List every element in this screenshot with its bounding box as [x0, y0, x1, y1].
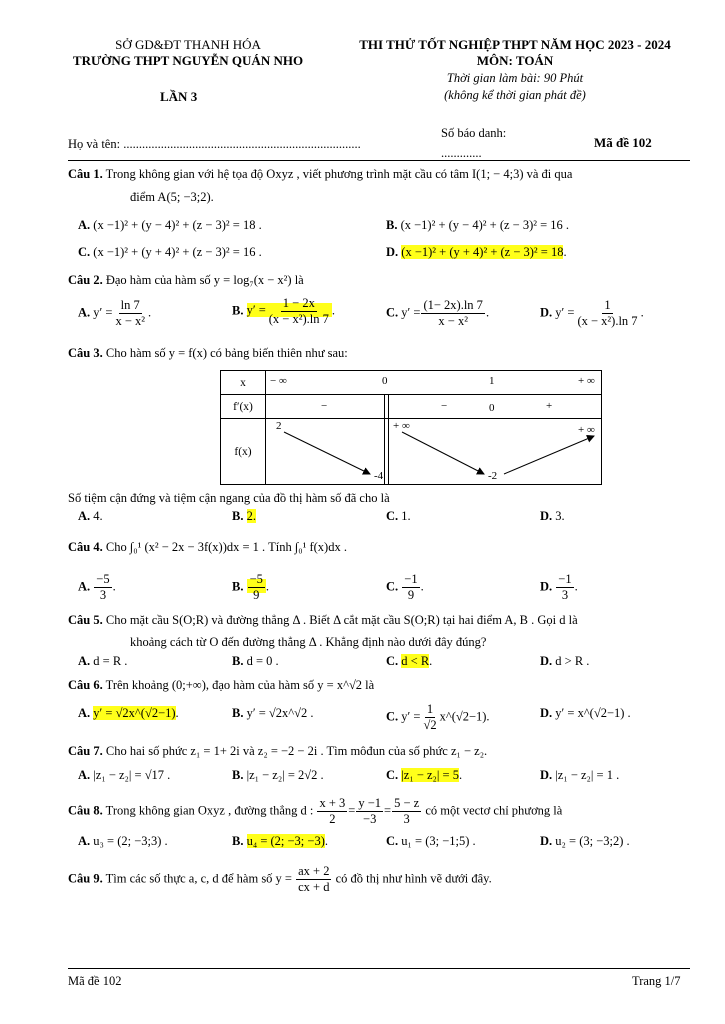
q7-option-c: C. |z₁ − z₂| = 5.: [386, 768, 463, 782]
highlighted-answer: (x −1)² + (y + 4)² + (z − 3)² = 18: [401, 245, 564, 259]
f-val: -2: [488, 470, 498, 482]
subject-title: MÔN: TOÁN: [476, 53, 554, 68]
footer-divider: [68, 968, 690, 969]
q2-option-a: A. y′ = $\frac{\ln 7}{\text{x − x²}}$ .: [78, 298, 152, 328]
q5-option-c: C. d < R.: [386, 654, 433, 668]
x-val: 1: [489, 375, 495, 387]
question-1-line2: điểm A(5; −3;2).: [130, 190, 214, 204]
highlighted-answer: 2.: [246, 509, 256, 523]
row-fprime-label: f′(x): [221, 395, 266, 419]
school-name: TRƯỜNG THPT NGUYỄN QUÁN NHO: [72, 53, 304, 68]
x-val: 0: [382, 375, 388, 387]
q6-option-b: B. y′ = √2x^√2 .: [232, 706, 314, 720]
question-5-line2: khoảng cách từ O đến đường thẳng Δ . Khẳng định nào dưới đây đúng?: [130, 635, 487, 649]
highlighted-answer: $\frac{-5}{9}$: [247, 579, 266, 593]
q8-option-d: D. u₂ = (3; −3;2) .: [540, 834, 630, 848]
q2-option-d: D. y′ = $\frac{1}{\text{(x − x²).ln 7}}$ .: [540, 298, 644, 328]
question-8: Câu 8. Trong không gian Oxyz , đường thẳng d : $\frac{x + 3}{2}$ = $\frac{y -1}{-3}$ = $\frac{5 - z}{3}$ có một vectơ chỉ phương là: [68, 796, 563, 826]
footer-page-number: Trang 1/7: [632, 974, 681, 988]
round-label: LẦN 3: [160, 89, 198, 104]
q3-option-c: C. 1.: [386, 509, 411, 523]
question-9: Câu 9. Tìm các số thực a, c, d để hàm số y = $\frac{ax + 2}{cx + d}$ có đồ thị như hình vẽ dưới đây.: [68, 864, 492, 894]
q1-option-b: B. (x −1)² + (y − 4)² + (z − 3)² = 16 .: [386, 218, 570, 232]
q5-option-d: D. d > R .: [540, 654, 590, 668]
question-6: Câu 6. Trên khoảng (0;+∞), đạo hàm của hàm số y = x^√2 là: [68, 678, 375, 692]
sbd-dots: .............: [441, 146, 482, 160]
question-text: Trong không gian với hệ tọa độ Oxyz , viết phương trình mặt cầu có tâm I(1; − 4;3) và đi qua: [105, 167, 573, 181]
q4-option-d: D. $\frac{-1}{3}$ .: [540, 572, 578, 602]
q6-option-c: C. y′ = $\frac{1}{√2}$ x^(√2−1).: [386, 702, 490, 732]
q1-option-c: C. (x −1)² + (y + 4)² + (z − 3)² = 16 .: [78, 245, 262, 259]
q7-option-a: A. |z₁ − z₂| = √17 .: [78, 768, 171, 782]
fprime-sign: +: [546, 400, 553, 412]
highlighted-answer: y′ = √2x^(√2−1): [93, 706, 176, 720]
f-val: -4: [374, 470, 384, 482]
exam-title: THI THỬ TỐT NGHIỆP THPT NĂM HỌC 2023 - 2024: [359, 37, 671, 52]
x-val: − ∞: [270, 375, 287, 387]
q4-option-c: C. $\frac{-1}{9}$ .: [386, 572, 424, 602]
arrow-down-2: [402, 432, 484, 474]
exam-code: Mã đề 102: [594, 135, 652, 150]
question-number: Câu 1.: [68, 167, 103, 181]
fprime-sign: −: [321, 400, 328, 412]
q8-option-a: A. u₃ = (2; −3;3) .: [78, 834, 168, 848]
q6-option-d: D. y′ = x^(√2−1) .: [540, 706, 631, 720]
q3-option-d: D. 3.: [540, 509, 565, 523]
q3-option-b: B. 2.: [232, 509, 256, 523]
q2-option-c: C. y′ = $\frac{(1- 2x).\ln 7}{\text{x − x²}}$ .: [386, 298, 490, 328]
q2-option-b: B. y′ = $\frac{1 - 2x}{\text{(x − x²).ln 7}}$ .: [232, 296, 335, 326]
footer-exam-code: Mã đề 102: [68, 974, 122, 988]
arrow-down-1: [284, 432, 370, 474]
question-2: Câu 2. Đạo hàm của hàm số y = log₇(x − x²) là: [68, 273, 304, 287]
highlighted-answer: u₄ = (2; −3; −3): [246, 834, 325, 848]
f-val: + ∞: [578, 424, 595, 436]
dept-name: SỞ GD&ĐT THANH HÓA: [115, 37, 261, 52]
q5-option-a: A. d = R .: [78, 654, 128, 668]
fprime-sign: 0: [489, 402, 495, 414]
arrow-up-3: [504, 436, 594, 474]
highlighted-answer: y′ = $\frac{1 - 2x}{\text{(x − x²).ln 7}}$: [247, 303, 332, 317]
student-name-field: Họ và tên: ............................................................................: [68, 137, 361, 151]
f-val: + ∞: [393, 420, 410, 432]
q6-option-a: A. y′ = √2x^(√2−1).: [78, 706, 179, 720]
q4-option-b: B. $\frac{-5}{9}$ .: [232, 572, 270, 602]
question-5: Câu 5. Cho mặt cầu S(O;R) và đường thẳng Δ . Biết Δ cắt mặt cầu S(O;R) tại hai điểm A, B . Gọi d là: [68, 613, 578, 627]
highlighted-answer: d < R: [401, 654, 430, 668]
sbd-label: Số báo danh:: [441, 126, 507, 140]
q8-option-b: B. u₄ = (2; −3; −3).: [232, 834, 328, 848]
q7-option-d: D. |z₁ − z₂| = 1 .: [540, 768, 620, 782]
q1-option-a: A. (x −1)² + (y − 4)² + (z − 3)² = 18 .: [78, 218, 262, 232]
x-val: + ∞: [578, 375, 595, 387]
question-3-ask: Số tiệm cận đứng và tiệm cận ngang của đồ thị hàm số đã cho là: [68, 491, 390, 505]
q1-option-d: D. (x −1)² + (y + 4)² + (z − 3)² = 18.: [386, 245, 567, 259]
question-7: Câu 7. Cho hai số phức z₁ = 1+ 2i và z₂ = −2 − 2i . Tìm môđun của số phức z₁ − z₂.: [68, 744, 488, 758]
question-3: Câu 3. Cho hàm số y = f(x) có bảng biến thiên như sau:: [68, 346, 348, 360]
row-x-label: x: [221, 371, 266, 395]
question-4: Câu 4. Cho ∫₀¹ (x² − 2x − 3f(x))dx = 1 . Tính ∫₀¹ f(x)dx .: [68, 540, 347, 554]
fprime-sign: −: [441, 400, 448, 412]
q5-option-b: B. d = 0 .: [232, 654, 279, 668]
time-note: (không kể thời gian phát đề): [444, 88, 586, 102]
f-val: 2: [276, 420, 282, 432]
q8-option-c: C. u₁ = (3; −1;5) .: [386, 834, 476, 848]
highlighted-answer: |z₁ − z₂| = 5: [401, 768, 459, 782]
q7-option-b: B. |z₁ − z₂| = 2√2 .: [232, 768, 324, 782]
row-f-label: f(x): [221, 419, 266, 485]
q3-option-a: A. 4.: [78, 509, 103, 523]
q4-option-a: A. $\frac{-5}{3}$ .: [78, 572, 116, 602]
time-limit: Thời gian làm bài: 90 Phút: [446, 71, 584, 85]
